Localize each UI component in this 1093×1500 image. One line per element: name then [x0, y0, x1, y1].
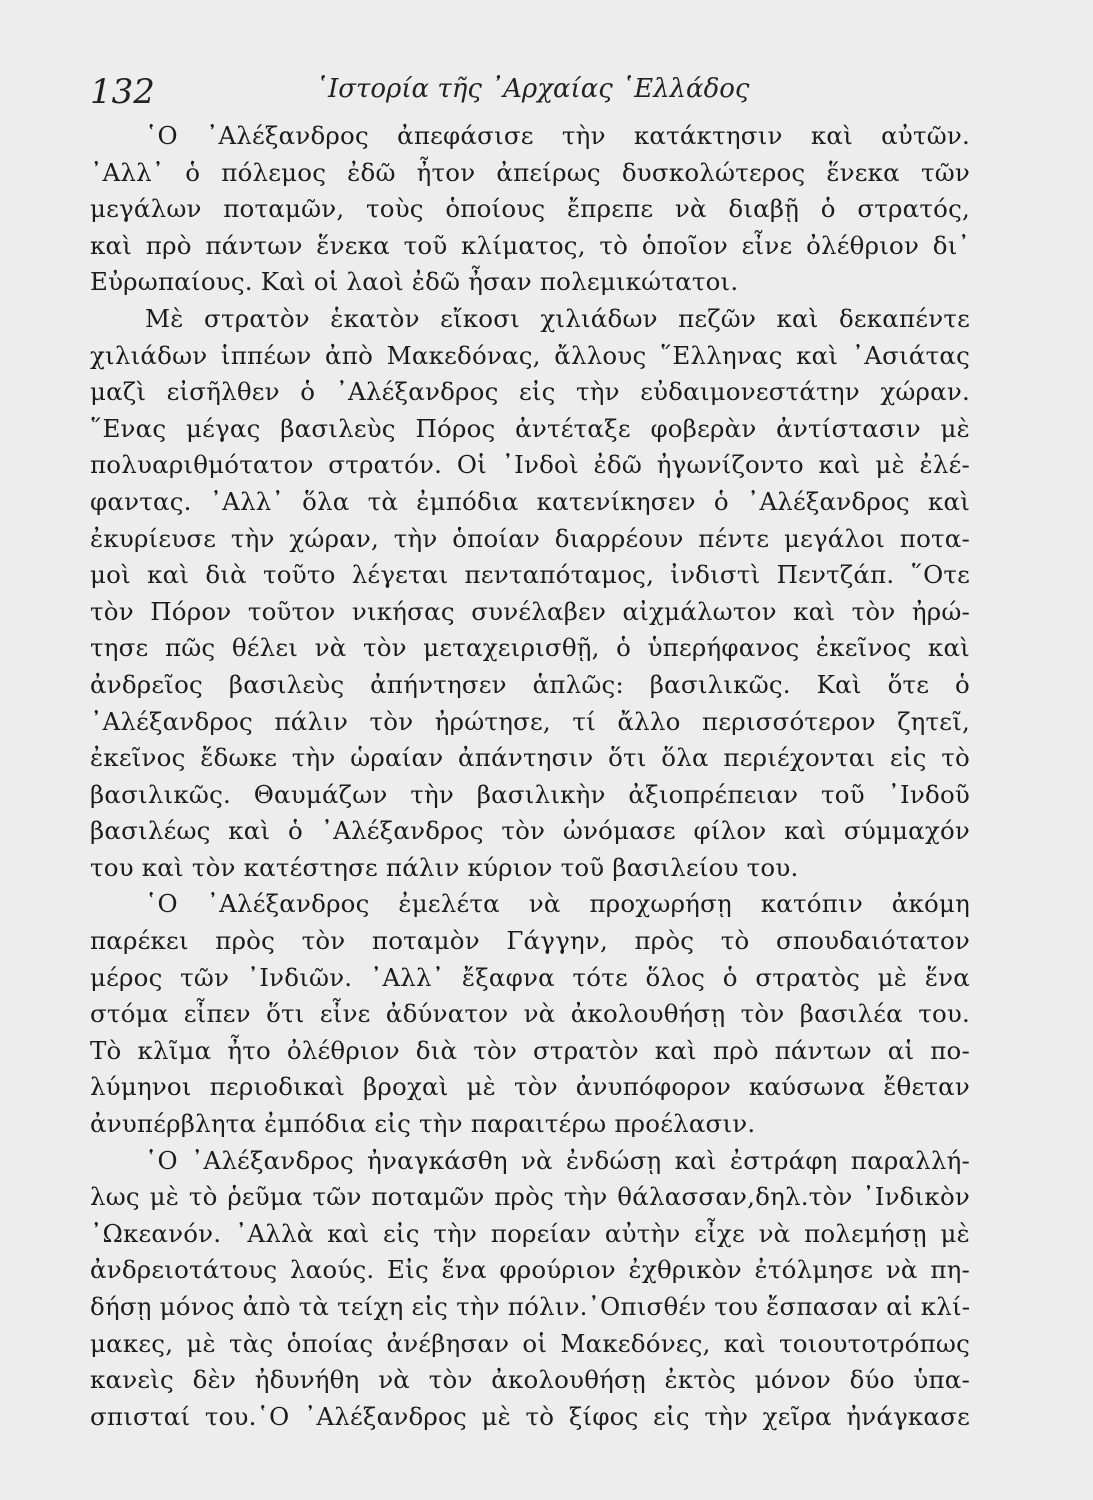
text-line: ἐκυρίευσε τὴν χώραν, τὴν ὁποίαν διαρρέουν πέντε μεγάλοι ποτα-	[90, 523, 970, 553]
text-line: ἀνυπέρβλητα ἐμπόδια εἰς τὴν παραιτέρω προέλασιν.	[90, 1109, 756, 1139]
text-line: ᾿Ωκεανόν. ᾿Αλλὰ καὶ εἰς τὴν πορείαν αὐτὴν εἶχε νὰ πολεμήσῃ μὲ	[90, 1218, 970, 1248]
running-title: ῾Ιστορία τῆς ᾿Αρχαίας ῾Ελλάδος	[315, 74, 750, 104]
text-line: ῞Ενας μέγας βασιλεὺς Πόρος ἀντέταξε φοβερὰν ἀντίστασιν μὲ	[90, 413, 970, 443]
text-line: παρέκει πρὸς τὸν ποταμὸν Γάγγην, πρὸς τὸ σπουδαιότατον	[90, 926, 970, 956]
text-line: Τὸ κλῖμα ἦτο ὀλέθριον διὰ τὸν στρατὸν καὶ πρὸ πάντων αἱ πο-	[90, 1035, 970, 1065]
text-line: Εὐρωπαίους. Καὶ οἱ λαοὶ ἐδῶ ἦσαν πολεμικώτατοι.	[90, 267, 739, 297]
text-line: ἀνδρεῖος βασιλεὺς ἀπήντησεν ἁπλῶς: βασιλικῶς. Καὶ ὅτε ὁ	[90, 669, 970, 699]
text-line: φαντας. ᾿Αλλ᾿ ὅλα τὰ ἐμπόδια κατενίκησεν ὁ ᾿Αλέξανδρος καὶ	[90, 486, 970, 516]
text-line: καὶ πρὸ πάντων ἕνεκα τοῦ κλίματος, τὸ ὁποῖον εἶνε ὀλέθριον δι᾿	[90, 230, 970, 260]
text-line: Μὲ στρατὸν ἑκατὸν εἴκοσι χιλιάδων πεζῶν καὶ δεκαπέντε	[145, 303, 970, 333]
text-line: σπισταί του.῾Ο ᾿Αλέξανδρος μὲ τὸ ξίφος εἰς τὴν χεῖρα ἠνάγκασε	[90, 1401, 970, 1431]
text-line: πολυαριθμότατον στρατόν. Οἱ ᾿Ινδοὶ ἐδῶ ἠγωνίζοντο καὶ μὲ ἐλέ-	[90, 450, 970, 480]
text-line: κανεὶς δὲν ἠδυνήθη νὰ τὸν ἀκολουθήσῃ ἐκτὸς μόνον δύο ὑπα-	[90, 1365, 970, 1395]
text-line: του καὶ τὸν κατέστησε πάλιν κύριον τοῦ βασιλείου του.	[90, 852, 799, 882]
text-line: ᾿Αλλ᾿ ὁ πόλεμος ἐδῶ ἦτον ἀπείρως δυσκολώτερος ἕνεκα τῶν	[90, 157, 970, 187]
text-line: λως μὲ τὸ ῥεῦμα τῶν ποταμῶν πρὸς τὴν θάλασσαν,δηλ.τὸν ᾿Ινδικὸν	[90, 1182, 970, 1212]
text-line: στόμα εἶπεν ὅτι εἶνε ἀδύνατον νὰ ἀκολουθήσῃ τὸν βασιλέα του.	[90, 999, 970, 1029]
page-number: 132	[90, 72, 155, 112]
text-line: μεγάλων ποταμῶν, τοὺς ὁποίους ἔπρεπε νὰ διαβῇ ὁ στρατός,	[90, 194, 970, 224]
body-text	[90, 118, 970, 1435]
text-line: χιλιάδων ἱππέων ἀπὸ Μακεδόνας, ἄλλους ῞Ελληνας καὶ ᾿Ασιάτας	[90, 340, 970, 370]
text-line: βασιλικῶς. Θαυμάζων τὴν βασιλικὴν ἀξιοπρέπειαν τοῦ ᾿Ινδοῦ	[90, 779, 970, 809]
text-line: ῾Ο ᾿Αλέξανδρος ἀπεφάσισε τὴν κατάκτησιν καὶ αὐτῶν.	[145, 121, 970, 150]
text-line: βασιλέως καὶ ὁ ᾿Αλέξανδρος τὸν ὠνόμασε φίλον καὶ σύμμαχόν	[90, 816, 970, 846]
text-line: τὸν Πόρον τοῦτον νικήσας συνέλαβεν αἰχμάλωτον καὶ τὸν ἠρώ-	[90, 596, 970, 626]
text-line: ῾Ο ᾿Αλέξανδρος ἠναγκάσθη νὰ ἐνδώσῃ καὶ ἐστράφη παραλλή-	[145, 1145, 970, 1175]
text-line: λύμηνοι περιοδικαὶ βροχαὶ μὲ τὸν ἀνυπόφορον καύσωνα ἔθεταν	[90, 1072, 970, 1102]
text-line: μοὶ καὶ διὰ τοῦτο λέγεται πενταπόταμος, ἰνδιστὶ Πεντζάπ. ῞Οτε	[90, 560, 970, 590]
text-line: ἀνδρειοτάτους λαούς. Εἰς ἕνα φρούριον ἐχθρικὸν ἐτόλμησε νὰ πη-	[90, 1255, 970, 1285]
text-line: ᾿Αλέξανδρος πάλιν τὸν ἠρώτησε, τί ἄλλο περισσότερον ζητεῖ,	[90, 706, 970, 736]
text-line: μέρος τῶν ᾿Ινδιῶν. ᾿Αλλ᾿ ἔξαφνα τότε ὅλος ὁ στρατὸς μὲ ἕνα	[90, 962, 970, 992]
text-line: τησε πῶς θέλει νὰ τὸν μεταχειρισθῇ, ὁ ὑπερήφανος ἐκεῖνος καὶ	[90, 633, 970, 663]
page-header	[90, 66, 990, 116]
text-line: μακες, μὲ τὰς ὁποίας ἀνέβησαν οἱ Μακεδόνες, καὶ τοιουτοτρόπως	[90, 1328, 970, 1358]
text-line: ἐκεῖνος ἔδωκε τὴν ὡραίαν ἀπάντησιν ὅτι ὅλα περιέχονται εἰς τὸ	[90, 743, 970, 773]
text-line: δήσῃ μόνος ἀπὸ τὰ τείχη εἰς τὴν πόλιν.᾿Οπισθέν του ἔσπασαν αἱ κλί-	[90, 1292, 971, 1321]
text-line: ῾Ο ᾿Αλέξανδρος ἐμελέτα νὰ προχωρήσῃ κατόπιν ἀκόμη	[145, 889, 970, 919]
text-line: μαζὶ εἰσῆλθεν ὁ ᾿Αλέξανδρος εἰς τὴν εὐδαιμονεστάτην χώραν.	[90, 377, 970, 407]
